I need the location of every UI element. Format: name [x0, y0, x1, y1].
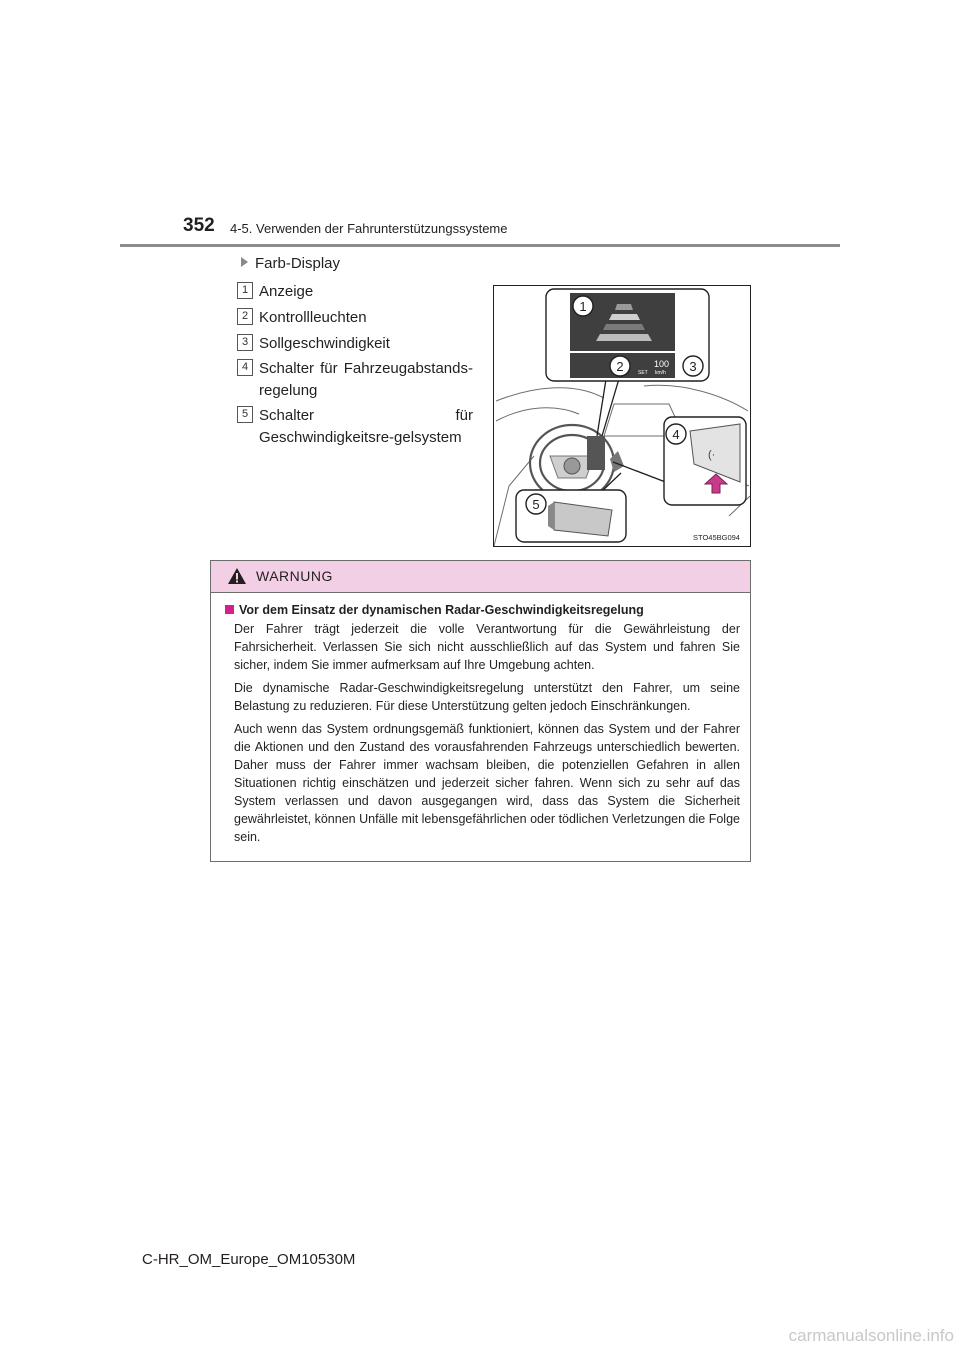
warning-box: [210, 560, 751, 862]
page-number: 352: [183, 215, 215, 236]
subheading: [241, 255, 340, 272]
dashboard-illustration: [493, 285, 751, 547]
number-box: 5: [237, 406, 253, 423]
display-speed: 100: [654, 359, 670, 369]
warning-paragraph: Der Fahrer trägt jederzeit die volle Verantwortung für die Gewährleistung der Fahrsicherheit. Verlassen Sie sich nicht ausschließlich auf das System und fahren Sie sicher, indem Sie immer aufmerksam auf Ihre Umgebung achten.: [234, 622, 740, 672]
number-box: 4: [237, 359, 253, 376]
watermark: carmanualsonline.info: [788, 1326, 954, 1345]
number-box: 1: [237, 282, 253, 299]
subheading-text: Farb-Display: [255, 255, 341, 272]
list-item-label: Kontrollleuchten: [259, 309, 367, 326]
figure-code: STO45BG094: [693, 533, 740, 542]
callout-5: 5: [532, 497, 540, 512]
display-unit: km/h: [655, 370, 666, 376]
distance-symbol-icon: (·: [708, 449, 716, 461]
warning-paragraph: Auch wenn das System ordnungsgemäß funktioniert, können das System und der Fahrer die Aktionen und den Zustand des vorausfahrenden Fahrzeugs unterschiedlich bewerten. Daher muss der Fahrer immer wachsam bleiben, die potenziellen Gefahren in allen Situationen richtig einschätzen und jederzeit sicher fahren. Wenn sich zu sehr auf das System verlassen und davon ausgegangen wird, dass das System die Sicherheit gewährleistet, können Unfälle mit lebensgefährlichen oder tödlichen Verletzungen die Folge sein.: [234, 722, 740, 844]
display-set: SET: [638, 370, 648, 376]
warning-title: WARNUNG: [256, 568, 333, 584]
list-item-label: Schalter für Geschwindigkeitsre-gelsystem: [259, 407, 473, 446]
section-title: 4-5. Verwenden der Fahrunterstützungssysteme: [230, 221, 508, 236]
header-rule: [120, 244, 840, 247]
warning-heading-text: Vor dem Einsatz der dynamischen Radar-Geschwindigkeitsregelung: [239, 603, 644, 617]
callout-3: 3: [689, 359, 697, 374]
list-item-label: Anzeige: [259, 283, 314, 300]
callout-2: 2: [616, 359, 624, 374]
illustration-svg: [494, 286, 750, 546]
triangle-bullet-icon: [241, 257, 248, 267]
list-item-label: Schalter für Fahrzeugabstands-regelung: [259, 360, 473, 399]
list-item-label: Sollgeschwindigkeit: [259, 335, 390, 352]
warning-triangle-icon: [227, 567, 247, 585]
warning-header: [211, 561, 750, 593]
footer-doc-id: C-HR_OM_Europe_OM10530M: [142, 1251, 356, 1268]
warning-heading: [225, 601, 740, 619]
square-bullet-icon: [225, 605, 234, 614]
number-box: 3: [237, 334, 253, 351]
callout-4: 4: [672, 427, 680, 442]
warning-body: [225, 601, 740, 851]
warning-paragraph: Die dynamische Radar-Geschwindigkeitsregelung unterstützt den Fahrer, um seine Belastung zu reduzieren. Für diese Unterstützung gelten jedoch Einschränkungen.: [234, 681, 740, 713]
number-box: 2: [237, 308, 253, 325]
callout-1: 1: [579, 299, 587, 314]
